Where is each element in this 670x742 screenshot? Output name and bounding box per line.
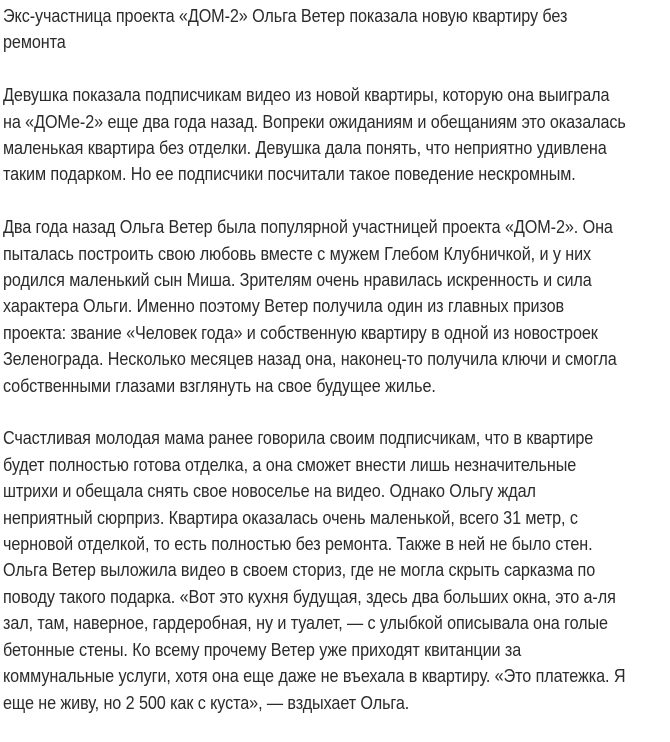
text-line: будет полностью готова отделка, а она сможет внести лишь незначительные (3, 453, 577, 475)
text-line: собственными глазами взглянуть на свое будущее жилье. (3, 374, 436, 396)
title-line: ремонта (3, 31, 66, 53)
text-line: бетонные стены. Ко всему прочему Ветер уже приходят квитанции за (3, 638, 522, 660)
text-line: поводу такого подарка. «Вот это кухня будущая, здесь два больших окна, это а-ля (3, 585, 616, 607)
title-line: Экс-участница проекта «ДОМ-2» Ольга Ветер показала новую квартиру без (3, 5, 568, 26)
text-line: зал, там, наверное, гардеробная, ну и туалет, — с улыбкой описывала она голые (3, 612, 608, 634)
text-line: штрихи и обещала снять свое новоселье на видео. Однако Ольгу ждал (3, 480, 536, 502)
text-line: коммунальные услуги, хотя она еще даже не въехала в квартиру. «Это платежка. Я (3, 665, 626, 687)
text-line: Счастливая молодая мама ранее говорила своим подписчикам, что в квартире (3, 427, 594, 449)
text-line: Девушка показала подписчикам видео из новой квартиры, которую она выиграла (3, 84, 610, 106)
text-line: еще не живу, но 2 500 как с куста», — вздыхает Ольга. (3, 691, 410, 713)
text-line: Два года назад Ольга Ветер была популярной участницей проекта «ДОМ-2». Она (3, 216, 613, 238)
text-line: маленькая квартира без отделки. Девушка дала понять, что неприятно удивлена (3, 137, 607, 159)
text-line: Ольга Ветер выложила видео в своем сториз, где не могла скрыть сарказма по (3, 559, 596, 581)
text-line: Зеленограда. Несколько месяцев назад она, наконец-то получила ключи и смогла (3, 348, 617, 370)
text-line: родился маленький сын Миша. Зрителям очень нравилась искренность и сила (3, 269, 592, 291)
text-line: проекта: звание «Человек года» и собственную квартиру в одной из новостроек (3, 321, 598, 343)
text-line: на «ДОМе-2» еще два года назад. Вопреки ожиданиям и обещаниям это оказалась (3, 110, 626, 132)
paragraph-2 (3, 214, 664, 399)
text-line: пыталась построить свою любовь вместе с мужем Глебом Клубничкой, и у них (3, 242, 592, 264)
text-line: неприятный сюрприз. Квартира оказалась очень маленькой, всего 31 метр, с (3, 506, 578, 528)
article (3, 3, 664, 742)
text-line: таким подарком. Но ее подписчики посчитали такое поведение нескромным. (3, 163, 576, 185)
text-line: черновой отделкой, то есть полностью без ремонта. Также в ней не было стен. (3, 533, 593, 555)
text-line: характера Ольги. Именно поэтому Ветер получила один из главных призов (3, 295, 565, 317)
article-title (3, 3, 664, 56)
paragraph-1 (3, 82, 664, 188)
paragraph-3 (3, 425, 664, 715)
